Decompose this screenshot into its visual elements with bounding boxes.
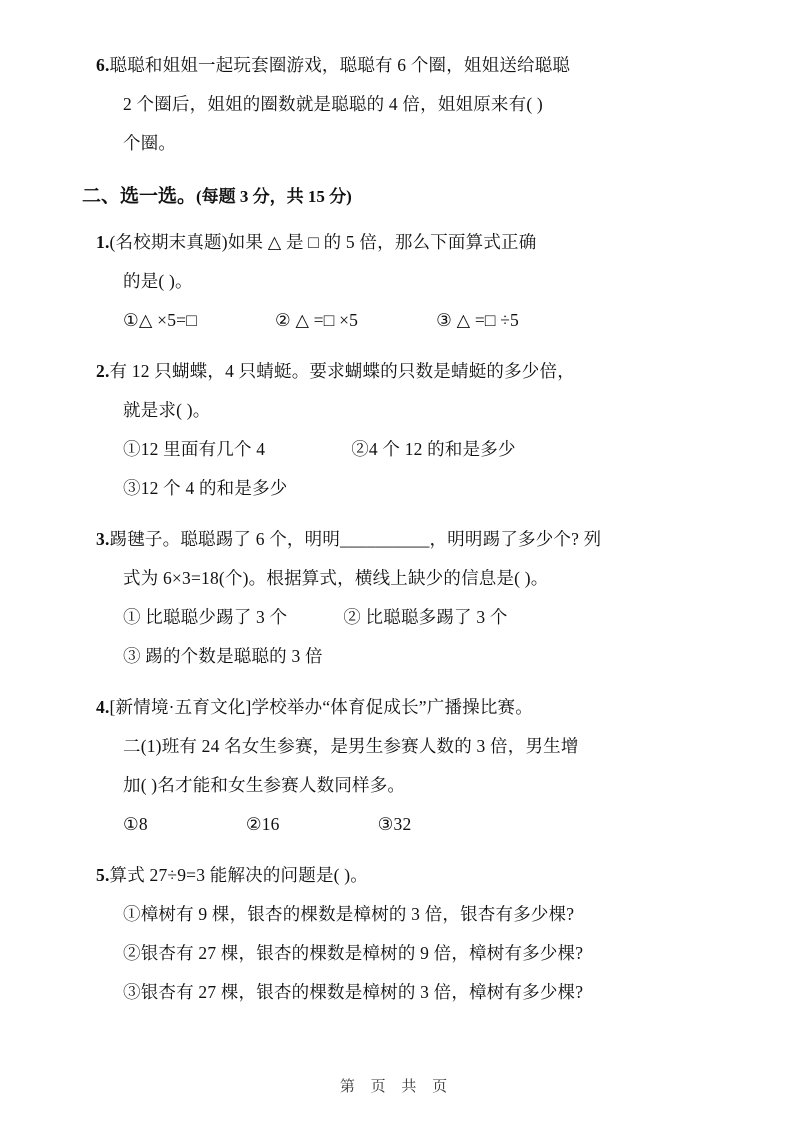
choice-question-1-option-3[interactable]: ③ △ =□ ÷5 (436, 310, 519, 330)
section-heading-2-title: 二、选一选。 (82, 186, 197, 207)
choice-question-3-line-2: 式为 6×3=18(个)。根据算式，横线上缺少的信息是( )。 (123, 568, 549, 588)
choice-question-3-option-2[interactable]: ② 比聪聪多踢了 3 个 (343, 607, 508, 627)
choice-question-1-option-1[interactable]: ①△ ×5=□ (123, 310, 197, 330)
choice-question-4-option-3[interactable]: ③32 (377, 814, 412, 834)
choice-question-5-line-1 (96, 856, 721, 895)
choice-question-5-option-1[interactable]: ①樟树有 9 棵，银杏的棵数是樟树的 3 倍，银杏有多少棵? (123, 904, 575, 924)
choice-question-4-option-1[interactable]: ①8 (123, 814, 148, 834)
choice-question-2-options-row-1 (96, 430, 721, 469)
choice-question-3-options-row-2 (96, 637, 721, 676)
choice-question-5-options-row-2 (96, 934, 721, 973)
choice-question-4-option-2[interactable]: ②16 (245, 814, 280, 834)
choice-question-4-line-1 (96, 688, 721, 727)
choice-question-1-line-1 (96, 223, 721, 262)
choice-question-1 (96, 223, 721, 340)
choice-question-3 (96, 520, 721, 676)
question-6-line-1 (96, 46, 721, 85)
choice-question-5-option-2[interactable]: ②银杏有 27 棵，银杏的棵数是樟树的 9 倍，樟树有多少棵? (123, 943, 584, 963)
choice-question-1-number: 1. (96, 232, 110, 252)
section-heading-2-score: (每题 3 分，共 15 分) (196, 187, 352, 206)
page-footer: 第 页 共 页 (339, 1079, 454, 1095)
choice-question-3-text-1: 踢毽子。聪聪踢了 6 个，明明__________，明明踢了多少个? 列 (109, 529, 602, 549)
choice-question-5-options-row-3 (96, 973, 721, 1012)
choice-question-3-options-row-1 (96, 598, 721, 637)
choice-question-2-options-row-2 (96, 469, 721, 508)
question-6-line-2: 2 个圈后，姐姐的圈数就是聪聪的 4 倍，姐姐原来有( ) (123, 94, 543, 114)
choice-question-2-option-1[interactable]: ①12 里面有几个 4 (123, 439, 266, 459)
choice-question-1-option-2[interactable]: ② △ =□ ×5 (274, 310, 359, 330)
choice-question-5-option-3[interactable]: ③银杏有 27 棵，银杏的棵数是樟树的 3 倍，樟树有多少棵? (123, 982, 584, 1002)
choice-question-2 (96, 352, 721, 508)
choice-question-4-number: 4. (96, 697, 110, 717)
choice-question-4-line-2: 二(1)班有 24 名女生参赛，是男生参赛人数的 3 倍，男生增 (123, 736, 579, 756)
choice-question-2-number: 2. (96, 361, 110, 381)
choice-question-4 (96, 688, 721, 844)
choice-question-3-option-3[interactable]: ③ 踢的个数是聪聪的 3 倍 (123, 646, 323, 666)
question-6-number: 6. (96, 55, 110, 75)
choice-question-5 (96, 856, 721, 1012)
choice-question-1-options (96, 301, 721, 340)
choice-question-2-option-2[interactable]: ②4 个 12 的和是多少 (351, 439, 516, 459)
question-6 (96, 46, 721, 163)
choice-question-4-line-3: 加( )名才能和女生参赛人数同样多。 (123, 775, 406, 795)
section-heading-2 (82, 177, 721, 217)
choice-question-3-number: 3. (96, 529, 110, 549)
choice-question-1-text-1: (名校期末真题)如果 △ 是 □ 的 5 倍，那么下面算式正确 (109, 232, 537, 252)
choice-question-5-text-1: 算式 27÷9=3 能解决的问题是( )。 (109, 865, 368, 885)
choice-question-1-line-2: 的是( )。 (123, 271, 193, 291)
choice-question-5-options-row-1 (96, 895, 721, 934)
choice-question-4-options (96, 805, 721, 844)
choice-question-2-line-2: 就是求( )。 (123, 400, 211, 420)
question-6-line-3: 个圈。 (123, 133, 177, 153)
choice-question-5-number: 5. (96, 865, 110, 885)
choice-question-3-line-1 (96, 520, 721, 559)
question-6-text-1: 聪聪和姐姐一起玩套圈游戏，聪聪有 6 个圈，姐姐送给聪聪 (109, 55, 571, 75)
choice-question-2-line-1 (96, 352, 721, 391)
choice-question-3-option-1[interactable]: ① 比聪聪少踢了 3 个 (123, 607, 288, 627)
choice-question-2-text-1: 有 12 只蝴蝶，4 只蜻蜓。要求蝴蝶的只数是蜻蜓的多少倍， (109, 361, 575, 381)
choice-question-2-option-3[interactable]: ③12 个 4 的和是多少 (123, 478, 288, 498)
choice-question-4-text-1: [新情境·五育文化]学校举办“体育促成长”广播操比赛。 (109, 697, 533, 717)
